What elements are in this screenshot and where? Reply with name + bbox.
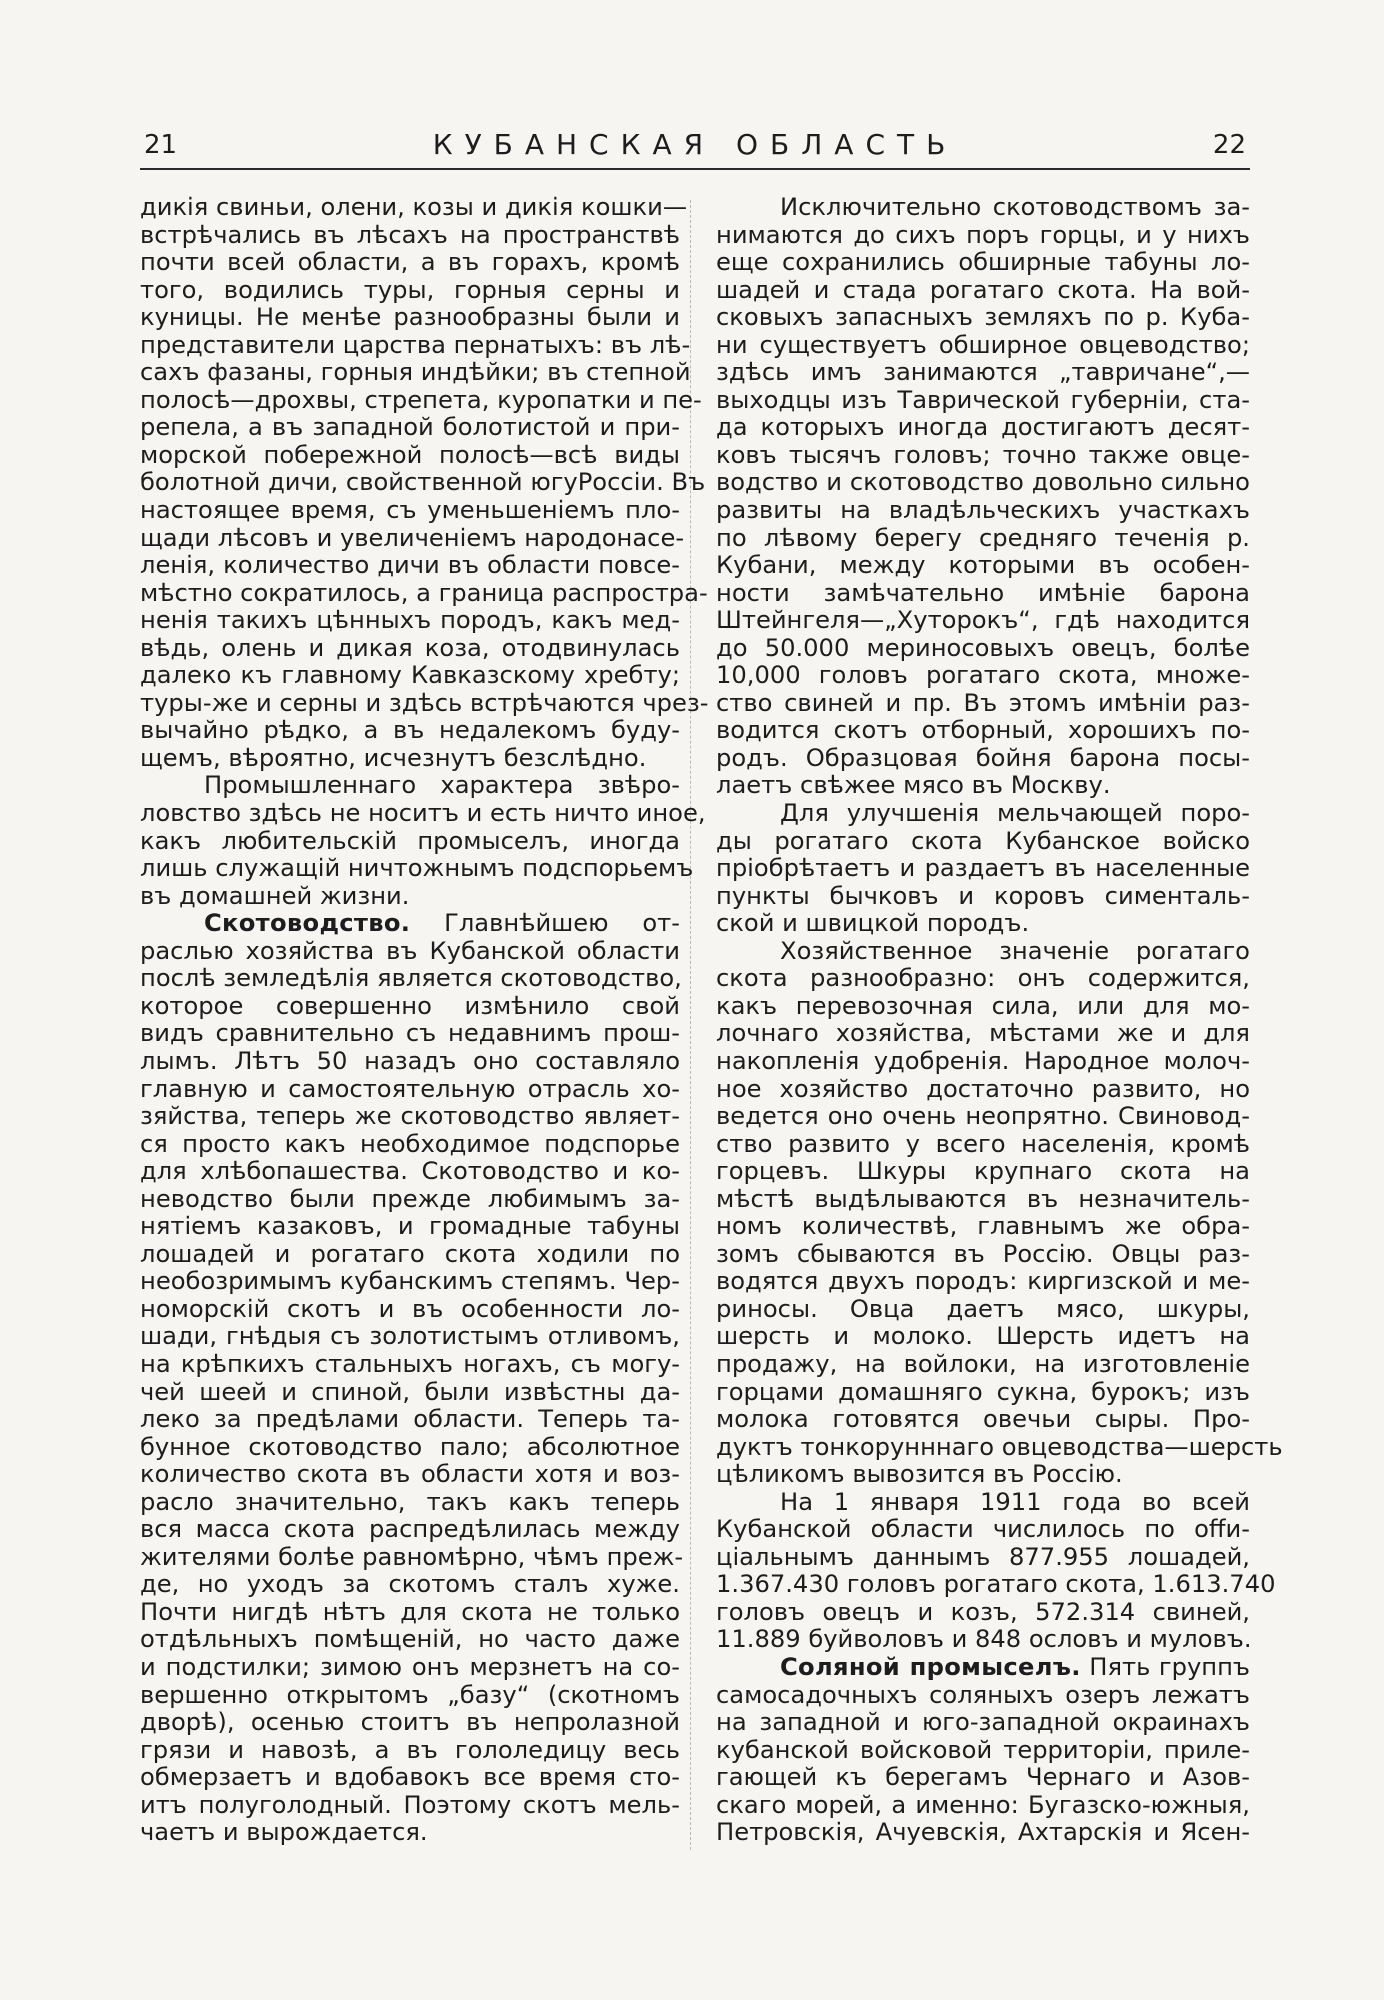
text-line: нимаются до сихъ поръ горцы, и у нихъ <box>716 220 1250 249</box>
text-line: скаго морей, а именно: Бугазско-южныя, <box>716 1790 1250 1819</box>
text-line: болотной дичи, свойственной югуРоссіи. Въ <box>140 468 706 497</box>
text-line: ство свиней и пр. Въ этомъ имѣніи раз- <box>716 688 1250 717</box>
text-line: Для улучшенія мельчающей поро- <box>780 799 1250 828</box>
text-line: встрѣчались въ лѣсахъ на пространствѣ <box>140 220 680 249</box>
text-line: леко за предѣлами области. Теперь та- <box>140 1405 680 1434</box>
text-line: щади лѣсовъ и увеличеніемъ народонасе- <box>140 523 685 552</box>
text-line: мѣстно сократилось, а граница распростра- <box>140 578 708 607</box>
text-line: по лѣвому берегу средняго теченія р. <box>716 523 1250 552</box>
text-line: молока готовятся овечьи сыры. Про- <box>716 1405 1250 1434</box>
text-line: Почти нигдѣ нѣтъ для скота не только <box>140 1597 680 1626</box>
text-line: жителями болѣе равномѣрно, чѣмъ преж- <box>140 1542 684 1571</box>
text-line: неводство были прежде любимымъ за- <box>140 1184 680 1213</box>
page-number-right: 22 <box>1212 130 1246 160</box>
text-line: чаетъ и вырождается. <box>140 1818 428 1847</box>
column-divider <box>690 200 691 1850</box>
text-line: какъ перевозочная сила, или для мо- <box>716 991 1250 1020</box>
text-line: кубанской войсковой территоріи, приле- <box>716 1735 1250 1764</box>
text-line: водство и скотоводство довольно сильно <box>716 468 1250 497</box>
text-line: де, но уходъ за скотомъ сталъ хуже. <box>140 1570 680 1599</box>
text-line: расло значительно, такъ какъ теперь <box>140 1487 680 1516</box>
text-line: Исключительно скотоводствомъ за- <box>780 193 1250 221</box>
text-line: ленія, количество дичи въ области повсе- <box>140 551 680 580</box>
text-line: дикія свиньи, олени, козы и дикія кошки— <box>140 193 688 221</box>
text-line: мѣстѣ выдѣлываются въ незначитель- <box>716 1184 1250 1213</box>
text-line: въ домашней жизни. <box>140 881 410 910</box>
text-line: пункты бычковъ и коровъ сименталь- <box>716 881 1250 910</box>
text-line: раслью хозяйства въ Кубанской области <box>140 936 680 965</box>
text-line: На 1 января 1911 года во всей <box>780 1487 1250 1516</box>
text-line: Хозяйственное значеніе рогатаго <box>780 936 1250 965</box>
text-line: вершенно открытомъ „базу“ (скотномъ <box>140 1680 680 1709</box>
text-line: ненія такихъ цѣнныхъ породъ, какъ мед- <box>140 606 680 635</box>
text-line: необозримымъ кубанскимъ степямъ. Чер- <box>140 1267 680 1296</box>
text-line: вычайно рѣдко, а въ недалекомъ буду- <box>140 716 680 745</box>
text-line: нятіемъ казаковъ, и громадные табуны <box>140 1212 680 1241</box>
text-line: лошадей и рогатаго скота ходили по <box>140 1239 680 1268</box>
text-line: лаетъ свѣжее мясо въ Москву. <box>716 771 1111 800</box>
text-line: сахъ фазаны, горныя индѣйки; въ степной <box>140 358 691 387</box>
text-line: какъ любительскій промыселъ, иногда <box>140 826 680 855</box>
text-line: лымъ. Лѣтъ 50 назадъ оно составляло <box>140 1046 680 1075</box>
text-line: до 50.000 мериносовыхъ овецъ, болѣе <box>716 633 1250 662</box>
text-line: видъ сравнительно съ недавнимъ прош- <box>140 1019 680 1048</box>
text-line: щемъ, вѣроятно, исчезнутъ безслѣдно. <box>140 743 647 772</box>
text-line: ловство здѣсь не носитъ и есть ничто иное, <box>140 799 706 828</box>
text-line: Кубани, между которыми въ особен- <box>716 551 1250 580</box>
text-line: далеко къ главному Кавказскому хребту; <box>140 661 680 690</box>
text-line: Штейнгеля—„Хуторокъ“, гдѣ находится <box>716 606 1250 635</box>
text-line: ведется оно очень неопрятно. Свиновод- <box>716 1102 1250 1131</box>
text-line: зомъ сбываются въ Россію. Овцы раз- <box>716 1239 1250 1268</box>
text-line: самосадочныхъ соляныхъ озеръ лежатъ <box>716 1680 1250 1709</box>
text-line: шади, гнѣдыя съ золотистымъ отливомъ, <box>140 1322 680 1351</box>
text-line: ся просто какъ необходимое подспорье <box>140 1129 680 1158</box>
text-line: лочнаго хозяйства, мѣстами же и для <box>716 1019 1250 1048</box>
text-line: Кубанской области числилось по offи- <box>716 1515 1250 1544</box>
text-line: для хлѣбопашества. Скотоводство и ко- <box>140 1157 680 1186</box>
text-line: ковъ тысячъ головъ; точно также овце- <box>716 440 1250 469</box>
section-heading: Соляной промыселъ. <box>780 1652 1081 1681</box>
text-line: морской побережной полосѣ—всѣ виды <box>140 440 680 469</box>
text-line: сковыхъ запасныхъ земляхъ по р. Куба- <box>716 303 1250 332</box>
text-line: бунное скотоводство пало; абсолютное <box>140 1432 680 1461</box>
text-line: 10,000 головъ рогатаго скота, множе- <box>716 661 1250 690</box>
text-line: зяйства, теперь же скотоводство являет- <box>140 1102 680 1131</box>
section-heading: Скотоводство. <box>204 909 411 938</box>
text-line: вся масса скота распредѣлилась между <box>140 1515 680 1544</box>
text-line: горцами домашняго сукна, бурокъ; изъ <box>716 1377 1250 1406</box>
text-line: итъ полуголодный. Поэтому скотъ мель- <box>140 1790 680 1819</box>
text-line: ное хозяйство достаточно развито, но <box>716 1074 1250 1103</box>
text-line: пріобрѣтаетъ и раздаетъ въ населенные <box>716 854 1250 883</box>
text-line: продажу, на войлоки, на изготовленіе <box>716 1349 1250 1378</box>
text-line: репела, а въ западной болотистой и при- <box>140 413 680 442</box>
text-line: представители царства пернатыхъ: въ лѣ- <box>140 330 691 359</box>
text-line: 1.367.430 головъ рогатаго скота, 1.613.740 <box>716 1570 1276 1599</box>
text-line: номъ количествѣ, главнымъ же обра- <box>716 1212 1250 1241</box>
text-line: горцевъ. Шкуры крупнаго скота на <box>716 1157 1250 1186</box>
right-column <box>716 193 1283 1847</box>
text-line: и подстилки; зимою онъ мерзнетъ на со- <box>140 1652 680 1681</box>
text-line: туры-же и серны и здѣсь встрѣчаются чрез- <box>140 688 709 717</box>
text-line: цѣликомъ вывозится въ Россію. <box>716 1460 1123 1489</box>
text-line: гающей къ берегамъ Чернаго и Азов- <box>716 1763 1250 1792</box>
text-line: здѣсь имъ занимаются „тавричане“,— <box>716 358 1250 387</box>
text-line: количество скота въ области хотя и воз- <box>140 1460 680 1489</box>
text-line: куницы. Не менѣе разнообразны были и <box>140 303 680 332</box>
text-line: номорскій скотъ и въ особенности ло- <box>140 1294 680 1323</box>
text-line: водится скотъ отборный, хорошихъ по- <box>716 716 1250 745</box>
text-line: обмерзаетъ и вдобавокъ все время сто- <box>140 1763 680 1792</box>
text-line: дворѣ), осенью стоитъ въ непролазной <box>140 1708 680 1737</box>
paragraph-start: Главнѣйшею от- <box>444 909 680 938</box>
text-line: чей шеей и спиной, были извѣстны да- <box>140 1377 680 1406</box>
text-line: еще сохранились обширные табуны ло- <box>716 248 1250 277</box>
text-line: отдѣльныхъ помѣщеній, но часто даже <box>140 1625 680 1654</box>
text-line: лишь служащій ничтожнымъ подспорьемъ <box>140 854 694 883</box>
text-line: да которыхъ иногда достигаютъ десят- <box>716 413 1250 442</box>
text-line: шадей и стада рогатаго скота. На вой- <box>716 275 1250 304</box>
text-line: которое совершенно измѣнило свой <box>140 991 680 1020</box>
text-line: родъ. Образцовая бойня барона посы- <box>716 743 1250 772</box>
text-line: Петровскія, Ачуевскія, Ахтарскія и Ясен- <box>716 1818 1250 1847</box>
text-line: ской и швицкой породъ. <box>716 909 1030 938</box>
text-line: ды рогатаго скота Кубанское войско <box>716 826 1250 855</box>
section-heading-line <box>140 910 680 938</box>
text-line: Промышленнаго характера звѣро- <box>204 771 680 800</box>
text-line: 11.889 буйволовъ и 848 ословъ и муловъ. <box>716 1625 1252 1654</box>
text-line: грязи и навозѣ, а въ гололедицу весь <box>140 1735 680 1764</box>
text-line: ни существуетъ обширное овцеводство; <box>716 330 1250 359</box>
text-line: ности замѣчательно имѣніе барона <box>716 578 1250 607</box>
left-column <box>140 193 709 1847</box>
paragraph-start: Пять группъ <box>1089 1652 1250 1681</box>
text-line: на западной и юго-западной окраинахъ <box>716 1708 1250 1737</box>
text-line: послѣ земледѣлія является скотоводство, <box>140 964 682 993</box>
page-number-left: 21 <box>144 130 178 160</box>
text-line: полосѣ—дрохвы, стрепета, куропатки и пе- <box>140 385 702 414</box>
section-heading-line <box>716 1654 1250 1682</box>
page-title: КУБАНСКАЯ ОБЛАСТЬ <box>432 128 958 161</box>
running-header <box>140 124 1250 170</box>
text-line: шерсть и молоко. Шерсть идетъ на <box>716 1322 1250 1351</box>
text-line: на крѣпкихъ стальныхъ ногахъ, съ могу- <box>140 1349 680 1378</box>
text-line: почти всей области, а въ горахъ, кромѣ <box>140 248 680 277</box>
text-line: головъ овецъ и козъ, 572.314 свиней, <box>716 1597 1250 1626</box>
text-line: развиты на владѣльческихъ участкахъ <box>716 496 1250 525</box>
text-line: дуктъ тонкорунннаго овцеводства—шерсть <box>716 1432 1283 1461</box>
text-line: скота разнообразно: онъ содержится, <box>716 964 1250 993</box>
text-line: главную и самостоятельную отрасль хо- <box>140 1074 680 1103</box>
text-line: водятся двухъ породъ: киргизской и ме- <box>716 1267 1250 1296</box>
text-line: ціальнымъ даннымъ 877.955 лошадей, <box>716 1542 1250 1571</box>
text-line: накопленія удобренія. Народное молоч- <box>716 1046 1250 1075</box>
text-line: того, водились туры, горныя серны и <box>140 275 680 304</box>
text-line: настоящее время, съ уменьшеніемъ пло- <box>140 496 680 525</box>
text-line: ство развито у всего населенія, кромѣ <box>716 1129 1250 1158</box>
text-line: выходцы изъ Таврической губерніи, ста- <box>716 385 1250 414</box>
text-line: риносы. Овца даетъ мясо, шкуры, <box>716 1294 1250 1323</box>
text-line: вѣдь, олень и дикая коза, отодвинулась <box>140 633 680 662</box>
